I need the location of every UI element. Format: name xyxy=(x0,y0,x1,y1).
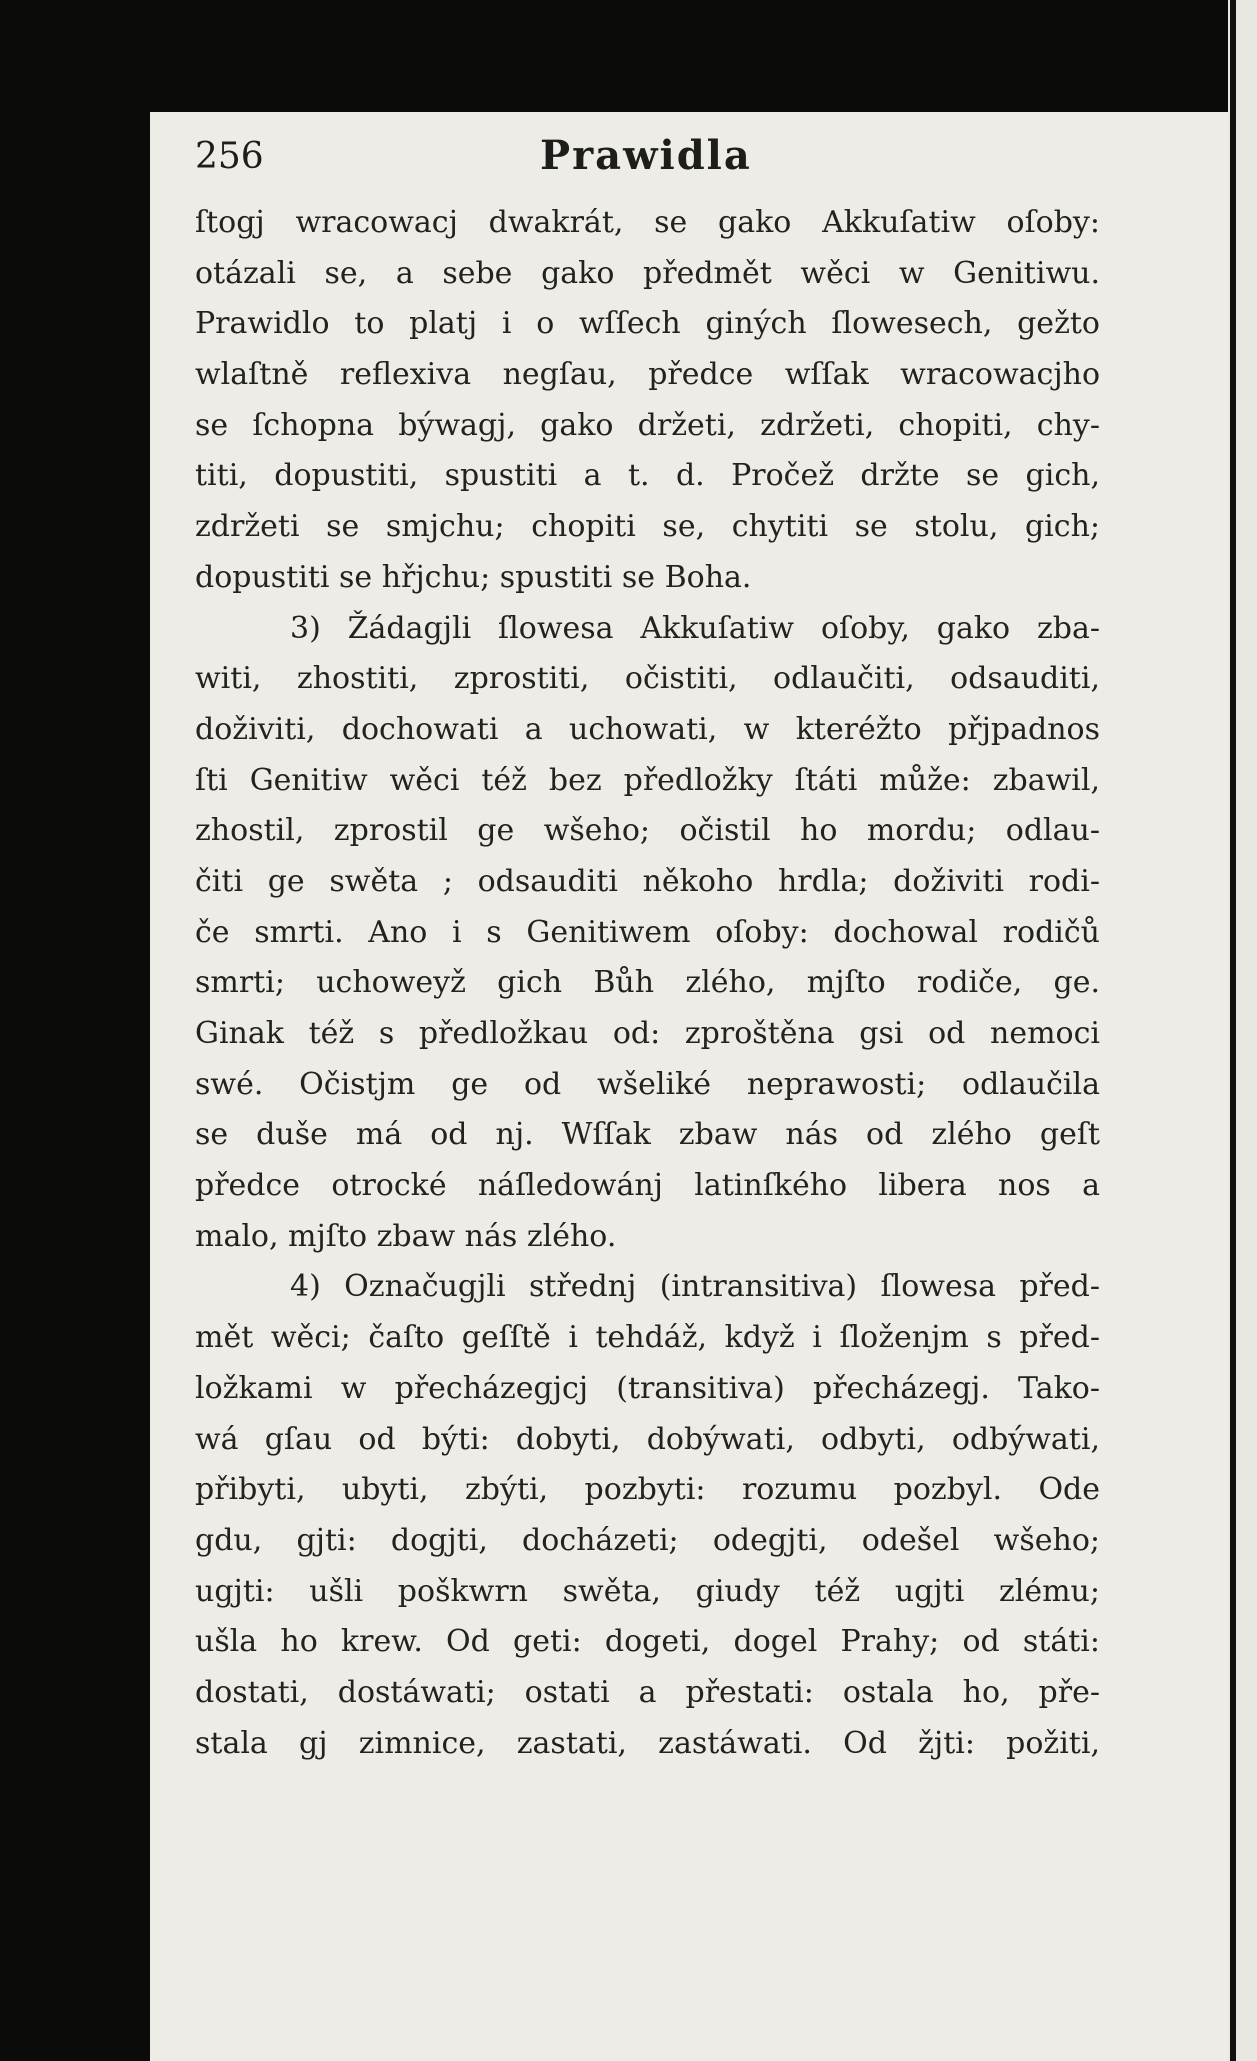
text-line: swé. Očistjm ge od wšeliké neprawosti; odlaučila xyxy=(195,1066,1100,1102)
page-header xyxy=(195,130,1095,180)
text-line: dostati, dostáwati; ostati a přestati: ostala ho, pře- xyxy=(195,1674,1100,1710)
text-line: malo, mjſto zbaw nás zlého. xyxy=(195,1218,617,1254)
binding-shadow xyxy=(1230,0,1236,2061)
text-line: ušla ho krew. Od geti: dogeti, dogel Prahy; od státi: xyxy=(195,1624,1100,1660)
text-line: ugjti: ušli poškwrn swěta, giudy též ugjti zlému; xyxy=(195,1573,1100,1609)
text-line: předce otrocké náſledowánj latinſkého libera nos a xyxy=(195,1168,1100,1204)
text-line: ſtogj wracowacj dwakrát, se gako Akkuſatiw oſoby: xyxy=(195,205,1100,240)
text-line: gdu, gjti: dogjti, docházeti; odegjti, odešel wšeho; xyxy=(195,1522,1100,1558)
text-line: otázali se, a sebe gako předmět wěci w Genitiwu. xyxy=(195,255,1100,291)
paragraph-start-line: 3) Žádagjli ſlowesa Akkuſatiw oſoby, gako zba- xyxy=(290,610,1100,646)
text-line: stala gj zimnice, zastati, zastáwati. Od žjti: požiti, xyxy=(195,1725,1100,1761)
running-head: Prawidla xyxy=(540,132,752,179)
text-line: přibyti, ubyti, zbýti, pozbyti: rozumu pozbyl. Ode xyxy=(195,1472,1100,1508)
text-line: ložkami w přecházegjcj (transitiva) přecházegj. Tako- xyxy=(195,1370,1100,1406)
text-line: če smrti. Ano i s Genitiwem oſoby: dochowal rodičů xyxy=(195,914,1100,950)
body-text xyxy=(195,198,1100,1769)
text-line: witi, zhostiti, zprostiti, očistiti, odlaučiti, odsauditi, xyxy=(195,661,1100,697)
text-line: titi, dopustiti, spustiti a t. d. Pročež držte se gich, xyxy=(195,458,1100,494)
text-line: se duše má od nj. Wſſak zbaw nás od zlého geſt xyxy=(195,1117,1100,1153)
text-line: dopustiti se hřjchu; spustiti se Boha. xyxy=(195,559,752,595)
text-line: smrti; uchoweyž gich Bůh zlého, mjſto rodiče, ge. xyxy=(195,965,1100,1001)
text-line: čiti ge swěta ; odsauditi někoho hrdla; doživiti rodi- xyxy=(195,863,1100,899)
text-line: Prawidlo to platj i o wſſech giných ſlowesech, gežto xyxy=(195,306,1100,342)
paragraph-start-line: 4) Označugjli střednj (intransitiva) ſlowesa před- xyxy=(290,1269,1100,1305)
text-line: mět wěci; čaſto geſſtě i tehdáž, když i ſloženjm s před- xyxy=(195,1320,1100,1356)
text-line: wá gſau od býti: dobyti, dobýwati, odbyti, odbýwati, xyxy=(195,1421,1100,1457)
text-line: zhostil, zprostil ge wšeho; očistil ho mordu; odlau- xyxy=(195,813,1100,849)
text-line: se ſchopna býwagj, gako držeti, zdržeti, chopiti, chy- xyxy=(195,407,1100,443)
text-line: wlaſtně reflexiva negſau, předce wſſak wracowacjho xyxy=(195,357,1100,393)
page-number: 256 xyxy=(195,136,264,177)
text-line: ſti Genitiw wěci též bez předložky ſtáti může: zbawil, xyxy=(195,762,1100,798)
text-line: Ginak též s předložkau od: zproštěna gsi od nemoci xyxy=(195,1016,1100,1051)
text-line: zdržeti se smjchu; chopiti se, chytiti se stolu, gich; xyxy=(195,509,1100,545)
text-line: doživiti, dochowati a uchowati, w kteréžto přjpadnos xyxy=(195,711,1100,747)
